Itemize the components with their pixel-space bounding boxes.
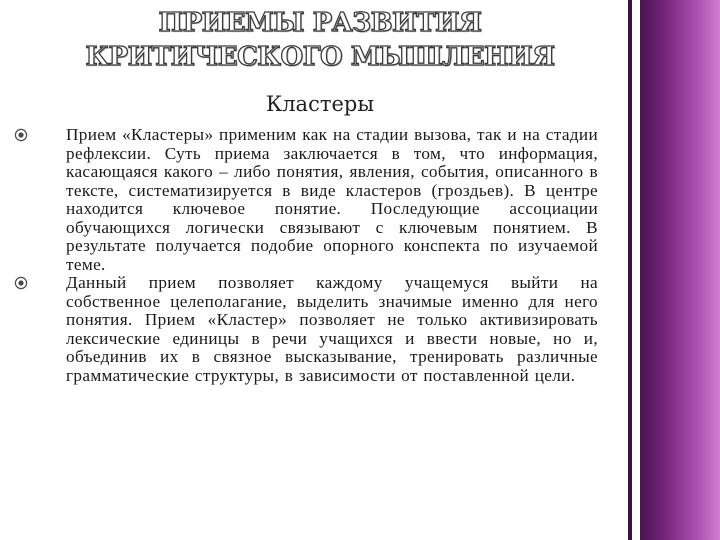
title-line-2: КРИТИЧЕСКОГО МЫШЛЕНИЯ (85, 42, 555, 72)
slide-subtitle: Кластеры (265, 92, 375, 116)
title-line-1: ПРИЕМЫ РАЗВИТИЯ (158, 8, 482, 38)
decorative-stripe-thin (628, 0, 632, 540)
slide-title (40, 6, 600, 74)
circle-bullet-icon (14, 128, 28, 142)
bullet-text-2: Данный прием позволяет каждому учащемуся выйти на собственное целеполагание, выделить значимые именно для него понятия. Прием «Кластер» позволяет не только активизировать лексические единицы в речи учащихся и ввести новые, но и, объединив их в связное высказывание, тренировать различные грамматические структуры, в зависимости от поставленной цели. (66, 273, 598, 385)
bullet-item-1 (66, 126, 598, 274)
bullet-list (66, 126, 598, 385)
bullet-item-2 (66, 274, 598, 385)
decorative-purple-band (640, 0, 720, 540)
bullet-text-1: Прием «Кластеры» применим как на стадии вызова, так и на стадии рефлексии. Суть приема заключается в том, что информация, касающаяся какого – либо понятия, явления, события, описанного в тексте, систематизируется в виде кластеров (гроздьев). В центре находится ключевое понятие. Последующие ассоциации обучающихся логически связывают с ключевым понятием. В результате получается подобие опорного конспекта по изучаемой теме. (66, 125, 598, 274)
circle-bullet-icon (14, 276, 28, 290)
